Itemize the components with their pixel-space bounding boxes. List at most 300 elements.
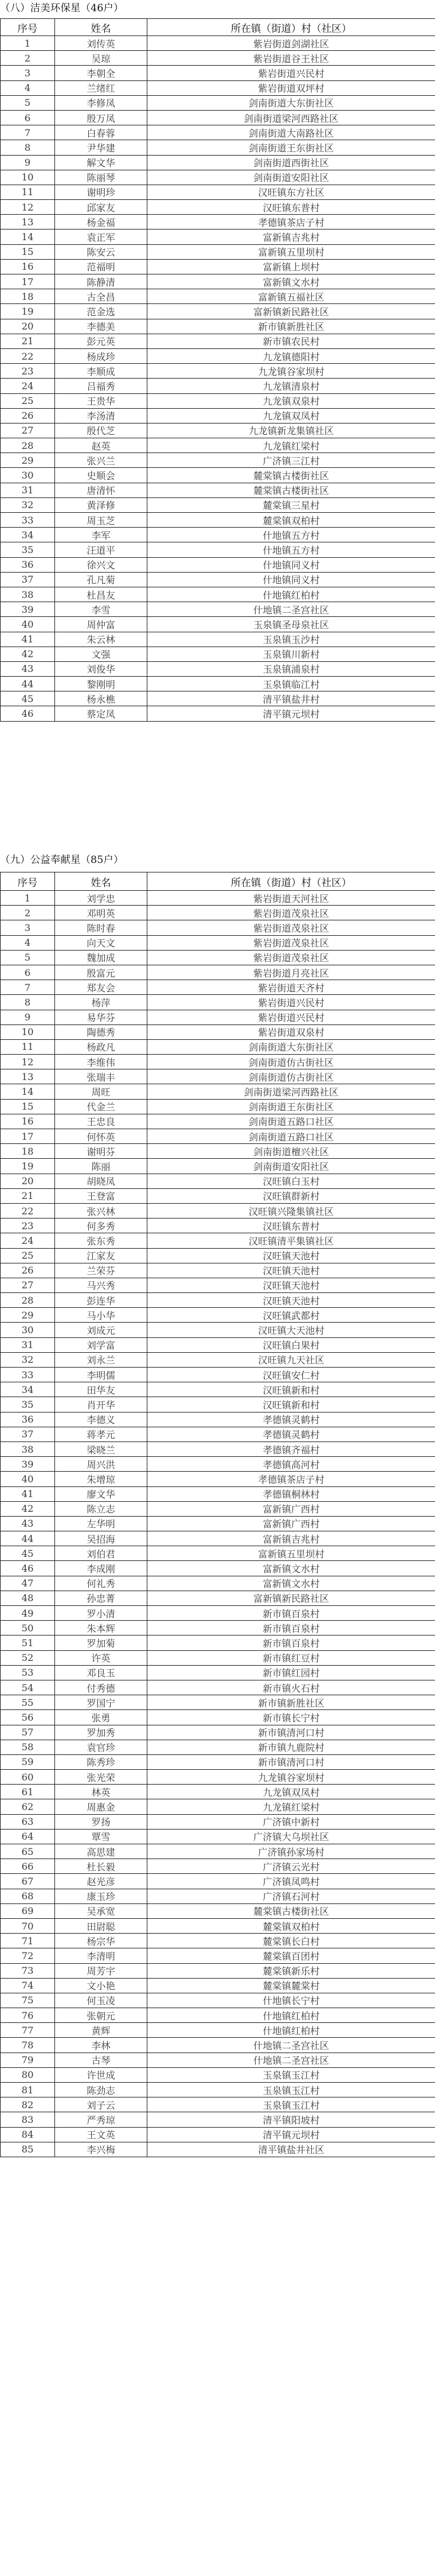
row-index: 77	[1, 2023, 55, 2038]
resident-location: 孝德镇灵鹤村	[147, 1427, 435, 1441]
resident-name: 刘成元	[55, 1323, 147, 1337]
row-index: 12	[1, 200, 55, 215]
table-row	[1, 2038, 435, 2053]
row-index: 59	[1, 1754, 55, 1769]
resident-name: 刘永兰	[55, 1352, 147, 1367]
table-row	[1, 1501, 435, 1516]
table-row	[1, 1665, 435, 1680]
row-index: 5	[1, 950, 55, 965]
row-index: 1	[1, 36, 55, 51]
row-index: 57	[1, 1725, 55, 1740]
table-row	[1, 1993, 435, 2008]
resident-name: 孔凡菊	[55, 572, 147, 587]
resident-location: 九龙镇谷家坝村	[147, 1770, 435, 1785]
resident-location: 汉旺镇天池村	[147, 1293, 435, 1308]
resident-location: 什地镇红柏村	[147, 587, 435, 602]
row-index: 46	[1, 1561, 55, 1576]
resident-location: 麓棠镇三星村	[147, 497, 435, 512]
table-row	[1, 513, 435, 528]
resident-name: 白春蓉	[55, 125, 147, 140]
resident-name: 郑友会	[55, 980, 147, 995]
resident-location: 九龙镇德阳村	[147, 348, 435, 363]
table-row	[1, 1055, 435, 1069]
resident-name: 李顺成	[55, 364, 147, 379]
resident-location: 紫岩街道兴民村	[147, 995, 435, 1010]
resident-name: 赵光彦	[55, 1874, 147, 1889]
resident-location: 剑南街道檀兴社区	[147, 1144, 435, 1159]
row-index: 26	[1, 408, 55, 423]
table-row	[1, 2053, 435, 2067]
table-row	[1, 1785, 435, 1799]
table-row	[1, 289, 435, 304]
row-index: 17	[1, 1129, 55, 1144]
row-index: 69	[1, 1903, 55, 1918]
resident-name: 陈安云	[55, 244, 147, 259]
table-row	[1, 453, 435, 468]
table-row	[1, 1814, 435, 1829]
resident-location: 九龙镇清泉村	[147, 379, 435, 393]
resident-location: 玉泉镇浦泉村	[147, 661, 435, 676]
resident-name: 廖文华	[55, 1486, 147, 1501]
row-index: 48	[1, 1591, 55, 1605]
table-row	[1, 691, 435, 706]
resident-name: 朱云林	[55, 632, 147, 647]
row-index: 6	[1, 110, 55, 125]
resident-location: 新市镇百泉村	[147, 1606, 435, 1621]
resident-location: 富新镇新民路社区	[147, 1591, 435, 1605]
resident-name: 张兴林	[55, 1203, 147, 1218]
resident-name: 康玉珍	[55, 1889, 147, 1903]
resident-name: 王文英	[55, 2127, 147, 2142]
resident-name: 吴承宽	[55, 1903, 147, 1918]
resident-location: 剑南街道五路口社区	[147, 1129, 435, 1144]
resident-location: 剑南街道仿古街社区	[147, 1069, 435, 1084]
resident-location: 富新镇文水村	[147, 1561, 435, 1576]
resident-name: 邓良玉	[55, 1665, 147, 1680]
resident-location: 汉旺镇安仁村	[147, 1368, 435, 1382]
table-row	[1, 1725, 435, 1740]
row-index: 54	[1, 1680, 55, 1695]
resident-name: 陶德秀	[55, 1024, 147, 1039]
row-index: 39	[1, 1457, 55, 1472]
resident-name: 谢明芬	[55, 1144, 147, 1159]
resident-name: 许英	[55, 1650, 147, 1665]
resident-name: 刘传英	[55, 36, 147, 51]
resident-name: 李兴梅	[55, 2142, 147, 2157]
header-index: 序号	[1, 872, 55, 891]
resident-name: 陈秀珍	[55, 1754, 147, 1769]
row-index: 22	[1, 1203, 55, 1218]
row-index: 27	[1, 423, 55, 438]
resident-location: 紫岩街道月亮社区	[147, 965, 435, 980]
resident-name: 唐清怀	[55, 483, 147, 497]
resident-name: 张瑞丰	[55, 1069, 147, 1084]
resident-location: 什地镇红柏村	[147, 2008, 435, 2023]
row-index: 14	[1, 1084, 55, 1099]
resident-name: 陈劲志	[55, 2083, 147, 2097]
table-row	[1, 483, 435, 497]
row-index: 4	[1, 80, 55, 95]
resident-location: 剑南街道梁河西路社区	[147, 110, 435, 125]
table-row	[1, 1441, 435, 1456]
resident-name: 杨金福	[55, 215, 147, 230]
row-index: 34	[1, 528, 55, 542]
row-index: 20	[1, 1174, 55, 1188]
table-row	[1, 244, 435, 259]
header-name: 姓名	[55, 872, 147, 891]
resident-name: 周兴洪	[55, 1457, 147, 1472]
table-row	[1, 408, 435, 423]
resident-name: 杨政凡	[55, 1039, 147, 1054]
resident-location: 清平镇盐井村	[147, 691, 435, 706]
resident-name: 高思建	[55, 1844, 147, 1859]
resident-name: 彭连华	[55, 1293, 147, 1308]
resident-location: 剑南街道大东街社区	[147, 1039, 435, 1054]
resident-name: 田尉聪	[55, 1918, 147, 1933]
resident-location: 什地镇二圣宫社区	[147, 2053, 435, 2067]
table-row	[1, 1144, 435, 1159]
resident-location: 富新镇新民路社区	[147, 304, 435, 319]
resident-name: 刘学忠	[55, 891, 147, 906]
resident-location: 新市镇清河口村	[147, 1754, 435, 1769]
resident-name: 彭元英	[55, 334, 147, 348]
table-row	[1, 1546, 435, 1561]
resident-name: 陈丽	[55, 1159, 147, 1174]
row-index: 19	[1, 304, 55, 319]
table-row	[1, 1486, 435, 1501]
table-row	[1, 1412, 435, 1427]
resident-location: 汉旺镇九天社区	[147, 1352, 435, 1367]
resident-name: 罗小清	[55, 1606, 147, 1621]
resident-name: 尹华建	[55, 140, 147, 155]
resident-location: 富新镇五福社区	[147, 289, 435, 304]
table-row	[1, 557, 435, 572]
resident-location: 剑南街道安阳社区	[147, 1159, 435, 1174]
resident-name: 罗加菊	[55, 1636, 147, 1650]
resident-name: 谢明珍	[55, 185, 147, 199]
resident-name: 张兴兰	[55, 453, 147, 468]
table-row	[1, 1308, 435, 1323]
row-index: 15	[1, 1099, 55, 1114]
row-index: 17	[1, 274, 55, 289]
table-row	[1, 965, 435, 980]
resident-location: 紫岩街道剑湖社区	[147, 36, 435, 51]
table-row	[1, 572, 435, 587]
row-index: 23	[1, 364, 55, 379]
resident-location: 汉旺镇东普村	[147, 200, 435, 215]
resident-location: 新市镇农民村	[147, 334, 435, 348]
row-index: 6	[1, 965, 55, 980]
resident-location: 玉泉镇川新村	[147, 647, 435, 661]
table-row	[1, 1368, 435, 1382]
row-index: 12	[1, 1055, 55, 1069]
resident-location: 孝德镇茶店子村	[147, 1472, 435, 1486]
resident-name: 魏加成	[55, 950, 147, 965]
row-index: 16	[1, 259, 55, 274]
resident-location: 汉旺镇群新村	[147, 1188, 435, 1203]
resident-location: 麓棠镇百团村	[147, 1948, 435, 1963]
resident-name: 赵英	[55, 438, 147, 453]
resident-name: 殷万凤	[55, 110, 147, 125]
resident-name: 文强	[55, 647, 147, 661]
resident-name: 王贵华	[55, 393, 147, 408]
table-row	[1, 1963, 435, 1978]
table-row	[1, 393, 435, 408]
table-row	[1, 1889, 435, 1903]
resident-location: 什地镇同义村	[147, 572, 435, 587]
row-index: 10	[1, 1024, 55, 1039]
table-row	[1, 1069, 435, 1084]
resident-location: 玉泉镇圣母泉社区	[147, 617, 435, 632]
resident-location: 剑南街道王东街社区	[147, 1099, 435, 1114]
table-row	[1, 602, 435, 617]
resident-location: 麓棠镇长白村	[147, 1934, 435, 1948]
row-index: 70	[1, 1918, 55, 1933]
table-row	[1, 259, 435, 274]
table-row	[1, 1859, 435, 1874]
resident-location: 新市镇清河口村	[147, 1725, 435, 1740]
resident-name: 杨宗华	[55, 1934, 147, 1948]
resident-location: 什地镇红柏村	[147, 2023, 435, 2038]
row-index: 28	[1, 1293, 55, 1308]
row-index: 63	[1, 1814, 55, 1829]
table-header-row	[1, 872, 435, 891]
resident-name: 林英	[55, 1785, 147, 1799]
table-row	[1, 1829, 435, 1844]
resident-location: 汉旺镇新和村	[147, 1397, 435, 1412]
resident-location: 汉旺镇天池村	[147, 1263, 435, 1278]
resident-location: 富新镇吉兆村	[147, 1531, 435, 1546]
resident-name: 杨萍	[55, 995, 147, 1010]
resident-location: 汉旺镇兴隆集镇社区	[147, 1203, 435, 1218]
row-index: 11	[1, 185, 55, 199]
table-row	[1, 1352, 435, 1367]
table-row	[1, 1874, 435, 1889]
table-row	[1, 1323, 435, 1337]
row-index: 10	[1, 170, 55, 185]
row-index: 58	[1, 1740, 55, 1754]
resident-name: 李明儒	[55, 1368, 147, 1382]
table-row	[1, 334, 435, 348]
resident-location: 玉泉镇玉江村	[147, 2097, 435, 2112]
resident-location: 孝德镇高河村	[147, 1457, 435, 1472]
resident-name: 周仲富	[55, 617, 147, 632]
resident-name: 周旺	[55, 1084, 147, 1099]
resident-name: 梁晓兰	[55, 1441, 147, 1456]
resident-name: 黄泽修	[55, 497, 147, 512]
resident-location: 剑南街道西街社区	[147, 155, 435, 170]
resident-name: 张朝元	[55, 2008, 147, 2023]
row-index: 79	[1, 2053, 55, 2067]
resident-name: 殷富元	[55, 965, 147, 980]
resident-name: 邱家友	[55, 200, 147, 215]
row-index: 25	[1, 393, 55, 408]
row-index: 32	[1, 1352, 55, 1367]
row-index: 26	[1, 1263, 55, 1278]
table-row	[1, 1457, 435, 1472]
resident-name: 袁正军	[55, 230, 147, 244]
resident-name: 何礼秀	[55, 1576, 147, 1591]
table-row	[1, 423, 435, 438]
row-index: 16	[1, 1114, 55, 1129]
header-location: 所在镇（街道）村（社区）	[147, 872, 435, 891]
table-row	[1, 2127, 435, 2142]
resident-name: 李朝全	[55, 66, 147, 80]
row-index: 50	[1, 1621, 55, 1636]
table-row	[1, 1650, 435, 1665]
resident-location: 富新镇五里坝村	[147, 244, 435, 259]
row-index: 24	[1, 379, 55, 393]
resident-location: 广济镇云光村	[147, 1859, 435, 1874]
table-row	[1, 1248, 435, 1263]
table-row	[1, 1174, 435, 1188]
row-index: 85	[1, 2142, 55, 2157]
resident-name: 黄辉	[55, 2023, 147, 2038]
row-index: 65	[1, 1844, 55, 1859]
table-row	[1, 95, 435, 110]
row-index: 27	[1, 1278, 55, 1292]
table-row	[1, 1695, 435, 1710]
table-row	[1, 36, 435, 51]
row-index: 37	[1, 1427, 55, 1441]
table-row	[1, 1039, 435, 1054]
resident-name: 陈立志	[55, 1501, 147, 1516]
resident-name: 刘伯君	[55, 1546, 147, 1561]
table-row	[1, 542, 435, 557]
resident-name: 吴琼	[55, 51, 147, 66]
row-index: 19	[1, 1159, 55, 1174]
table-row	[1, 2142, 435, 2157]
resident-location: 剑南街道安阳社区	[147, 170, 435, 185]
table-row	[1, 891, 435, 906]
row-index: 31	[1, 483, 55, 497]
table-row	[1, 1024, 435, 1039]
resident-name: 杜长毅	[55, 1859, 147, 1874]
row-index: 55	[1, 1695, 55, 1710]
table-row	[1, 1740, 435, 1754]
resident-location: 广济镇大乌坝社区	[147, 1829, 435, 1844]
table-row	[1, 1516, 435, 1531]
row-index: 21	[1, 1188, 55, 1203]
row-index: 56	[1, 1710, 55, 1725]
table-row	[1, 587, 435, 602]
table-row	[1, 1531, 435, 1546]
resident-location: 汉旺镇天池村	[147, 1278, 435, 1292]
table-row	[1, 185, 435, 199]
row-index: 36	[1, 557, 55, 572]
resident-name: 杜昌友	[55, 587, 147, 602]
table-row	[1, 906, 435, 920]
header-index: 序号	[1, 19, 55, 36]
table-row	[1, 1084, 435, 1099]
row-index: 76	[1, 2008, 55, 2023]
table-row	[1, 200, 435, 215]
resident-location: 汉旺镇大天池村	[147, 1323, 435, 1337]
table-row	[1, 2008, 435, 2023]
table-row	[1, 1934, 435, 1948]
resident-location: 汉旺镇武都村	[147, 1308, 435, 1323]
row-index: 13	[1, 215, 55, 230]
row-index: 60	[1, 1770, 55, 1785]
table-row	[1, 1218, 435, 1233]
resident-location: 九龙镇红梁村	[147, 1799, 435, 1814]
row-index: 25	[1, 1248, 55, 1263]
resident-name: 李军	[55, 528, 147, 542]
resident-name: 周惠金	[55, 1799, 147, 1814]
resident-location: 新市镇百泉村	[147, 1621, 435, 1636]
resident-location: 剑南街道王东街社区	[147, 140, 435, 155]
table-row	[1, 661, 435, 676]
row-index: 29	[1, 453, 55, 468]
resident-location: 紫岩街道谷王社区	[147, 51, 435, 66]
table-row	[1, 632, 435, 647]
table-row	[1, 2067, 435, 2082]
table-row	[1, 1561, 435, 1576]
resident-name: 兰绪红	[55, 80, 147, 95]
resident-location: 紫岩街道茂泉社区	[147, 920, 435, 935]
row-index: 44	[1, 677, 55, 691]
row-index: 15	[1, 244, 55, 259]
row-index: 33	[1, 1368, 55, 1382]
resident-name: 邓明英	[55, 906, 147, 920]
row-index: 43	[1, 661, 55, 676]
resident-location: 九龙镇双泉村	[147, 393, 435, 408]
resident-location: 剑南街道大南路社区	[147, 125, 435, 140]
resident-name: 蒋孝元	[55, 1427, 147, 1441]
resident-name: 张光荣	[55, 1770, 147, 1785]
resident-location: 汉旺镇白果村	[147, 1337, 435, 1352]
row-index: 21	[1, 334, 55, 348]
resident-name: 范金选	[55, 304, 147, 319]
resident-name: 刘俊华	[55, 661, 147, 676]
resident-name: 张东秀	[55, 1233, 147, 1248]
table-row	[1, 1770, 435, 1785]
resident-location: 紫岩街道茂泉社区	[147, 906, 435, 920]
row-index: 3	[1, 920, 55, 935]
resident-name: 何多秀	[55, 1218, 147, 1233]
resident-name: 何玉凌	[55, 1993, 147, 2008]
table-row	[1, 66, 435, 80]
resident-location: 富新镇五里坝村	[147, 1546, 435, 1561]
resident-name: 罗加秀	[55, 1725, 147, 1740]
row-index: 9	[1, 155, 55, 170]
row-index: 11	[1, 1039, 55, 1054]
table-row	[1, 364, 435, 379]
resident-location: 新市镇红豆村	[147, 1650, 435, 1665]
resident-location: 新市镇火石村	[147, 1680, 435, 1695]
row-index: 66	[1, 1859, 55, 1874]
table-row	[1, 980, 435, 995]
resident-name: 史顺会	[55, 468, 147, 483]
resident-location: 剑南街道仿古街社区	[147, 1055, 435, 1069]
table-row	[1, 1203, 435, 1218]
row-index: 47	[1, 1576, 55, 1591]
table-row	[1, 497, 435, 512]
resident-name: 覃雪	[55, 1829, 147, 1844]
resident-location: 孝德镇灵鹤村	[147, 1412, 435, 1427]
resident-location: 富新镇文水村	[147, 1576, 435, 1591]
resident-name: 刘学富	[55, 1337, 147, 1352]
resident-location: 新市镇红园村	[147, 1665, 435, 1680]
resident-name: 杨永樵	[55, 691, 147, 706]
row-index: 44	[1, 1531, 55, 1546]
resident-name: 严秀琼	[55, 2112, 147, 2127]
table-row	[1, 1188, 435, 1203]
resident-name: 古琴	[55, 2053, 147, 2067]
table-row	[1, 80, 435, 95]
resident-name: 李德美	[55, 319, 147, 334]
table-row	[1, 1636, 435, 1650]
